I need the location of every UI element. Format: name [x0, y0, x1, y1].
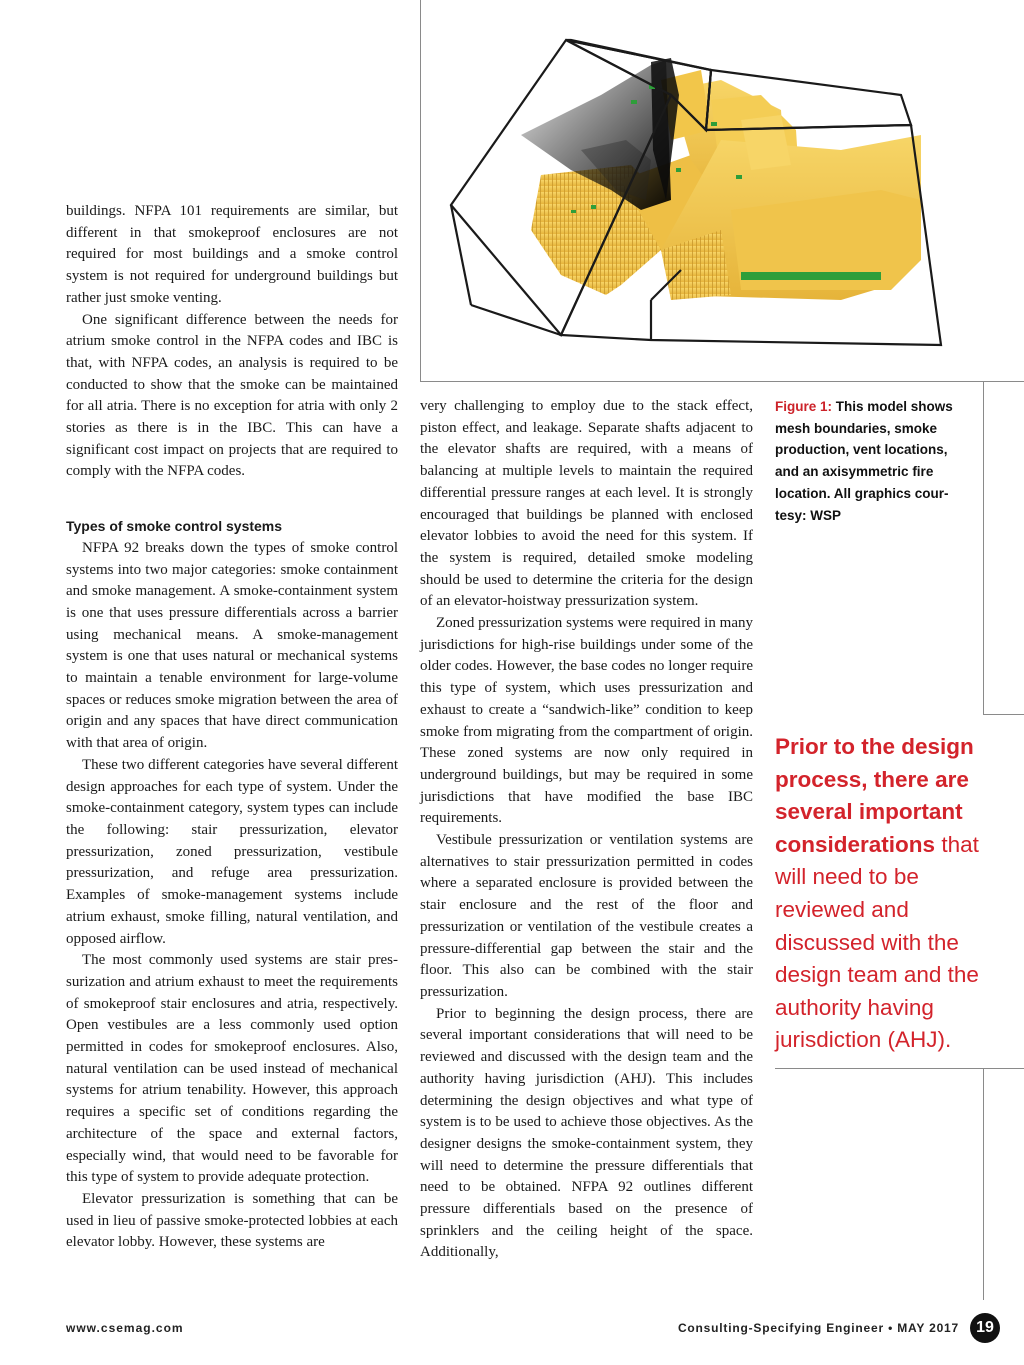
paragraph: The most commonly used systems are stair pressurization and atrium exhaust to meet the requirements of smokeproof stair enclosures and atria, respectively. Open vestibules are a less commonly used option permitted in codes for smokeproof enclosures. Also, natural ventilation can be used instead of mechanical systems for atrium tenability. However, this approach requires a specific set of conditions regarding the architecture of the space and external factors, especially wind, that would need to be favorable for this type of system to provide adequate protection. [66, 952, 398, 1186]
smoke-model-illustration [421, 0, 1024, 381]
pull-quote-regular: that will need to be reviewed and discussed with the design team and the authority having jurisdiction (AHJ). [775, 831, 979, 1053]
rule-pullquote-bottom [775, 1068, 1024, 1069]
caption-text: This model shows mesh boundaries, smoke production, vent locations, and an axisymmetric fire location. All graphics courtesy: WSP [775, 399, 953, 523]
body-column-1 [66, 201, 398, 1254]
paragraph: Vestibule pressurization or ventilation systems are alternatives to stair pressurization permitted in codes where a separated enclosure is provided between the stair enclosure and the rest of the floor and pressurization or ventilation of the vestibule creates a pressure-differential gap between the stair and the floor. This also can be combined with the stair pressurization. [420, 832, 753, 1000]
paragraph: These two different categories have several different design approaches for each type of system. Under the smoke-containment category, system types can include the following: stair pressurization, elevator pressurization, zoned pressurization, vestibule pressurization, and refuge area pressurization. Examples of smoke-management systems include atrium exhaust, smoke filling, natural ventilation, and opposed airflow. [66, 756, 398, 947]
rule-pullquote-top [983, 714, 1024, 715]
paragraph: Elevator pressurization is something that can be used in lieu of passive smoke-protected lobbies at each elevator lobby. However, these systems are [66, 1190, 398, 1251]
rule-pullquote-right [983, 1068, 984, 1300]
body-column-2 [420, 396, 753, 1264]
paragraph: One significant difference between the needs for atrium smoke control in the NFPA codes and IBC is that, with NFPA codes, an analysis is required to be conducted to show that the smoke can be maintained for all atria. There is no exception for atria with only 2 stories as there is in the IBC. This can have a significant cost impact on projects that are required to comply with the NFPA codes. [66, 311, 398, 480]
paragraph: very challenging to employ due to the stack effect, piston effect, and leakage. Separate shafts adjacent to the elevator shafts are required, with a means of balancing at multiple levels to maintain the required differential pressure ranges at each level. It is strongly encouraged that buildings be planned with enclosed elevator lobbies to avoid the need for this system. If the system is required, detailed smoke modeling should be used to determine the criteria for the design of an elevator-hoistway pressurization system. [420, 398, 753, 610]
section-heading: Types of smoke control systems [66, 518, 283, 535]
figure-1 [420, 0, 1024, 382]
rule-caption-right [983, 381, 984, 715]
paragraph: Zoned pressurization systems were required in many jurisdictions for high-rise buildings under some of the older codes. However, the base codes no longer require this type of system, which uses pressurization and exhaust to create a “sandwich-like” condition to keep smoke from migrating from the compartment of origin. These zoned systems are now only required in underground buildings, but may be required in some jurisdictions that have modified the base IBC requirements. [420, 615, 753, 827]
paragraph: buildings. NFPA 101 requirements are similar, but different in that smokeproof enclosures are not required for most buildings and a smoke control system is not required for underground buildings but rather just smoke venting. [66, 203, 398, 306]
page-number: 19 [970, 1313, 1000, 1343]
footer-publication: Consulting-Specifying Engineer • MAY 2017 [677, 1321, 959, 1335]
footer-website: www.csemag.com [66, 1321, 184, 1335]
figure-caption [775, 396, 975, 526]
paragraph: NFPA 92 breaks down the types of smoke control systems into two major categories: smoke containment and smoke management. A smoke-containment system is one that uses pressure differentials across a barrier using mechanical means. A smoke-management system is one that uses natural or mechanical systems to maintain a tenable environment for large-volume spaces or reduces smoke migration between the area of origin and any spaces that have direct communication with that area of origin. [66, 539, 398, 752]
pull-quote [775, 731, 1005, 1057]
pull-quote-bold: Prior to the design process, there are several important considerations [775, 734, 974, 857]
paragraph: Prior to beginning the design process, there are several important considerations that will need to be reviewed and discussed with the design team and the authority having jurisdiction (AHJ). This includes determining the design objectives and what type of system is to be used to achieve those objectives. As the designer designs the smoke-containment system, they will need to determine the pressure differentials that need to be obtained. NFPA 92 outlines different pressure differentials based on the presence of sprinklers and the ceiling height of the space. Additionally, [420, 1005, 753, 1261]
caption-label: Figure 1: [775, 399, 833, 414]
